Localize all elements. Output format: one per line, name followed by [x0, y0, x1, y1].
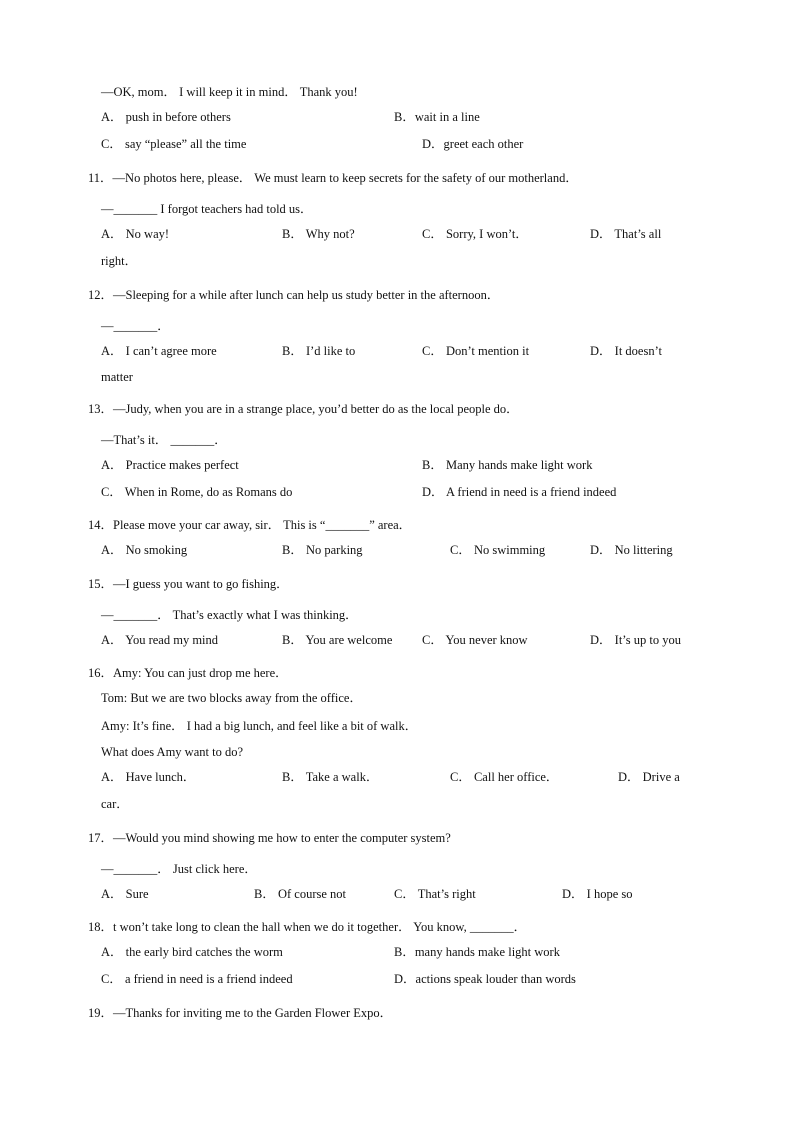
q18-option-d: D．actions speak louder than words: [394, 972, 576, 986]
q12-option-b: B． I’d like to: [282, 344, 356, 358]
q16-option-c: C． Call her office．: [450, 770, 559, 784]
q18-option-c: C． a friend in need is a friend indeed: [101, 972, 293, 986]
q13-option-b: B． Many hands make light work: [422, 458, 593, 472]
q12-response: —_______．: [101, 319, 170, 333]
q14-option-b: B． No parking: [282, 543, 363, 557]
q14-stem: 14．Please move your car away, sir． This is “_______” area．: [88, 518, 412, 532]
q16-stem: 16．Amy: You can just drop me here．: [88, 666, 288, 680]
q16-option-d-cont: car．: [101, 797, 129, 811]
q11-option-d: D． That’s all: [590, 227, 662, 241]
q13-option-d: D． A friend in need is a friend indeed: [422, 485, 617, 499]
q14-option-d: D． No littering: [590, 543, 673, 557]
q12-option-d-cont: matter: [101, 370, 133, 384]
q17-option-d: D． I hope so: [562, 887, 633, 901]
q11-response: —_______ I forgot teachers had told us．: [101, 202, 313, 216]
q10-option-c: C． say “please” all the time: [101, 137, 247, 151]
q10-option-a: A． push in before others: [101, 110, 231, 124]
q17-option-a: A． Sure: [101, 887, 149, 901]
q11-option-c: C． Sorry, I won’t．: [422, 227, 528, 241]
q19-stem: 19．—Thanks for inviting me to the Garden Flower Expo．: [88, 1006, 393, 1020]
q18-option-b: B．many hands make light work: [394, 945, 560, 959]
q11-option-b: B． Why not?: [282, 227, 355, 241]
q17-option-c: C． That’s right: [394, 887, 476, 901]
q17-response: —_______． Just click here．: [101, 862, 257, 876]
q10-response: —OK, mom． I will keep it in mind． Thank you!: [101, 85, 358, 99]
q18-stem: 18．t won’t take long to clean the hall when we do it together． You know, _______．: [88, 920, 527, 934]
q16-option-b: B． Take a walk．: [282, 770, 379, 784]
q11-option-a: A． No way!: [101, 227, 170, 241]
q16-option-d: D． Drive a: [618, 770, 680, 784]
q11-option-d-cont: right．: [101, 254, 138, 268]
q16-tom-line: Tom: But we are two blocks away from the office．: [101, 691, 362, 705]
q14-option-c: C． No swimming: [450, 543, 546, 557]
q15-stem: 15．—I guess you want to go fishing．: [88, 577, 289, 591]
q13-stem: 13．—Judy, when you are in a strange place, you’d better do as the local people do．: [88, 402, 519, 416]
q15-response: —_______． That’s exactly what I was thinking．: [101, 608, 358, 622]
q16-amy-line: Amy: It’s fine． I had a big lunch, and feel like a bit of walk．: [101, 719, 418, 733]
q17-option-b: B． Of course not: [254, 887, 346, 901]
q12-option-c: C． Don’t mention it: [422, 344, 530, 358]
q15-option-b: B． You are welcome: [282, 633, 393, 647]
q12-option-d: D． It doesn’t: [590, 344, 662, 358]
q10-option-d: D．greet each other: [422, 137, 524, 151]
q12-stem: 12．—Sleeping for a while after lunch can help us study better in the afternoon．: [88, 288, 500, 302]
q14-option-a: A． No smoking: [101, 543, 188, 557]
q12-option-a: A． I can’t agree more: [101, 344, 217, 358]
q16-question: What does Amy want to do?: [101, 745, 243, 759]
q13-option-a: A． Practice makes perfect: [101, 458, 239, 472]
q18-option-a: A． the early bird catches the worm: [101, 945, 283, 959]
q11-stem: 11．—No photos here, please． We must learn to keep secrets for the safety of our motherland．: [88, 171, 578, 185]
q10-option-b: B．wait in a line: [394, 110, 480, 124]
q17-stem: 17．—Would you mind showing me how to enter the computer system?: [88, 831, 451, 845]
q13-option-c: C． When in Rome, do as Romans do: [101, 485, 293, 499]
q16-option-a: A． Have lunch．: [101, 770, 196, 784]
q13-response: —That’s it． _______．: [101, 433, 227, 447]
q15-option-d: D． It’s up to you: [590, 633, 681, 647]
q15-option-c: C． You never know: [422, 633, 528, 647]
q15-option-a: A． You read my mind: [101, 633, 219, 647]
